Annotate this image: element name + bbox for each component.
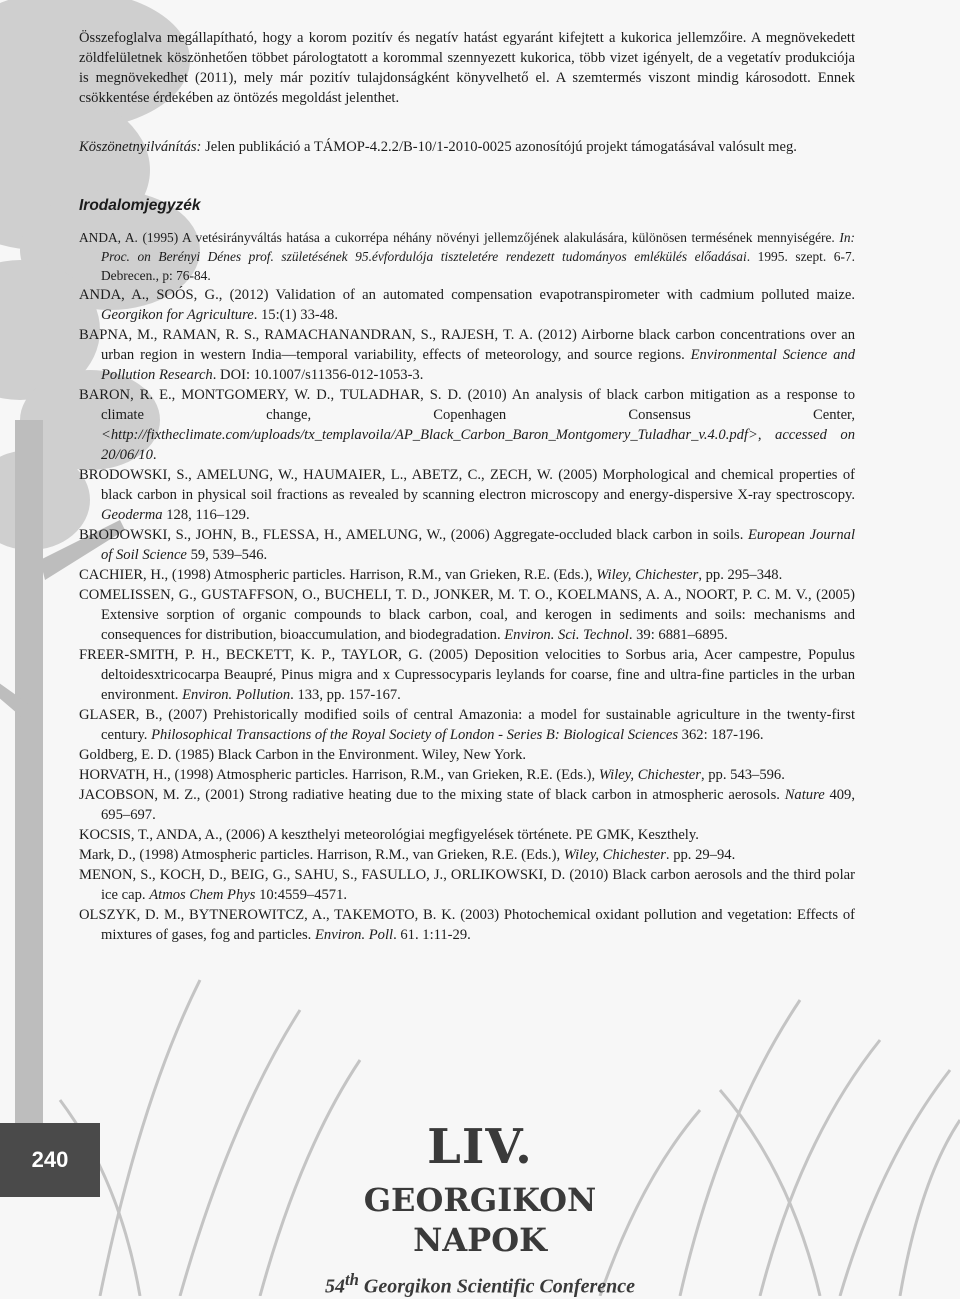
reference-source: Environ. Pollution bbox=[182, 687, 291, 703]
page-number: 240 bbox=[31, 1147, 69, 1172]
reference-text: HORVATH, H., (1998) Atmospheric particles. Harrison, R.M., van Grieken, R.E. (Eds.), bbox=[79, 767, 599, 783]
reference-source: Georgikon for Agriculture bbox=[101, 307, 254, 323]
reference-item bbox=[79, 465, 855, 525]
reference-item bbox=[79, 745, 855, 765]
page-number-box bbox=[0, 1123, 100, 1197]
reference-text: BRODOWSKI, S., AMELUNG, W., HAUMAIER, L., ABETZ, C., ZECH, W. (2005) Morphological and chemical properties of black carbon in physical soil fractions as revealed by scanning electron microscopy and energy-dispersive X-ray spectroscopy. bbox=[79, 467, 855, 503]
reference-item bbox=[79, 645, 855, 705]
reference-item bbox=[79, 565, 855, 585]
conference-subtitle bbox=[300, 1270, 660, 1299]
reference-details: , pp. 295–348. bbox=[698, 567, 783, 583]
references-heading: Irodalomjegyzék bbox=[79, 197, 201, 214]
reference-text: GLASER, B., (2007) Prehistorically modified soils of central Amazonia: a model for sustainable agriculture in the twenty-first century. bbox=[79, 707, 855, 743]
reference-details: . 39: 6881–6895. bbox=[628, 627, 728, 643]
conference-edition: 54 bbox=[325, 1275, 345, 1298]
reference-item bbox=[79, 765, 855, 785]
reference-item bbox=[79, 865, 855, 905]
acknowledgement-label: Köszönetnyilvánítás: bbox=[79, 139, 202, 155]
reference-text: JACOBSON, M. Z., (2001) Strong radiative heating due to the mixing state of black carbon in atmospheric aerosols. bbox=[79, 787, 785, 803]
reference-item bbox=[79, 228, 855, 285]
reference-details: . 133, pp. 157-167. bbox=[290, 687, 401, 703]
conference-roman-numeral: LIV. bbox=[427, 1119, 533, 1175]
reference-text: ANDA, A., SOÓS, G., (2012) Validation of an automated compensation evapotranspirometer with cadmium polluted maize. bbox=[79, 287, 855, 303]
reference-item bbox=[79, 845, 855, 865]
reference-details: . pp. 29–94. bbox=[665, 847, 736, 863]
reference-source: In: Proc. on Berényi Dénes prof. születésének 95.évfordulója tiszteletére rendezett tudományos emlékülés előadásai bbox=[101, 230, 855, 264]
reference-details: 409, 695–697. bbox=[101, 787, 856, 823]
reference-details: . bbox=[152, 447, 157, 463]
reference-source: Environ. Sci. Technol bbox=[504, 627, 629, 643]
reference-text: ANDA, A. (1995) A vetésirányváltás hatása a cukorrépa néhány növényi jellemzőjének alakulására, különösen termésének mennyiségére. bbox=[79, 230, 840, 245]
reference-text: KOCSIS, T., ANDA, A., (2006) A keszthelyi meteorológiai megfigyelések története. PE GMK, Keszthely. bbox=[79, 827, 699, 843]
reference-item bbox=[79, 585, 855, 645]
page-content bbox=[79, 28, 855, 945]
reference-source: Wiley, Chichester bbox=[563, 847, 666, 863]
reference-text: BRODOWSKI, S., JOHN, B., FLESSA, H., AMELUNG, W., (2006) Aggregate-occluded black carbon in soils. bbox=[79, 527, 748, 543]
reference-details: 128, 116–129. bbox=[162, 507, 250, 523]
reference-details: . 15:(1) 33-48. bbox=[253, 307, 338, 323]
reference-text: BARON, R. E., MONTGOMERY, W. D., TULADHAR, S. D. (2010) An analysis of black carbon mitigation as a response to climate change, Copenhagen Consensus Center, bbox=[79, 387, 855, 423]
reference-text: CACHIER, H., (1998) Atmospheric particles. Harrison, R.M., van Grieken, R.E. (Eds.), bbox=[79, 567, 597, 583]
reference-source: Geoderma bbox=[101, 507, 163, 523]
reference-text: COMELISSEN, G., GUSTAFFSON, O., BUCHELI, T. D., JONKER, M. T. O., KOELMANS, A. A., NOORT, P. C. M. V., (2005) Extensive sorption of organic compounds to black carbon, coal, and kerogen in sediments and soils: mechanisms and consequences for distribution, bioaccumulation, and biodegradation. bbox=[79, 587, 855, 643]
reference-details: 362: 187-196. bbox=[678, 727, 764, 743]
reference-details: . DOI: 10.1007/s11356-012-1053-3. bbox=[212, 367, 424, 383]
reference-source: Wiley, Chichester bbox=[598, 767, 701, 783]
summary-paragraph: Összefoglalva megállapítható, hogy a korom pozitív és negatív hatást egyaránt kifejtett a kukorica jellemzőire. A megnövekedett zöldfelületnek köszönhetően többet párologtatott a korommal szennyezett kukorica, több vizet igényelt, de a vegetatív produkciója is megnövekedhet (2011), mely már pozitív tulajdonságként könyvelhető el. A szemtermés viszont mindig károsodott. Ennek csökkentése érdekében az öntözés megoldást jelenthet. bbox=[79, 30, 855, 106]
reference-item bbox=[79, 325, 855, 385]
reference-source: European Journal of Soil Science bbox=[101, 527, 855, 563]
reference-source: Philosophical Transactions of the Royal Society of London - Series B: Biological Sciences bbox=[151, 727, 679, 743]
reference-source: Environmental Science and Pollution Research bbox=[101, 347, 855, 383]
reference-source: <http://fixtheclimate.com/uploads/tx_templavoila/AP_Black_Carbon_Baron_Montgomery_Tuladhar_v.4.0.pdf>, accessed on 20/06/10 bbox=[101, 427, 855, 463]
conference-title: GEORGIKON NAPOK bbox=[363, 1181, 597, 1259]
conference-edition-suffix: th bbox=[345, 1270, 359, 1289]
reference-item bbox=[79, 285, 855, 325]
reference-list bbox=[79, 228, 855, 945]
reference-item bbox=[79, 825, 855, 845]
reference-source: Nature bbox=[784, 787, 825, 803]
reference-source: Atmos Chem Phys bbox=[149, 887, 256, 903]
reference-item bbox=[79, 905, 855, 945]
reference-text: FREER-SMITH, P. H., BECKETT, K. P., TAYLOR, G. (2005) Deposition velocities to Sorbus aria, Acer campestre, Populus deltoidesxtricocarpa Beaupré, Pinus migra and x Cupressocyparis leylands for coarse, fine and ultra-fine particles in the urban environment. bbox=[79, 647, 855, 703]
reference-text: Mark, D., (1998) Atmospheric particles. Harrison, R.M., van Grieken, R.E. (Eds.), bbox=[79, 847, 564, 863]
reference-details: . 61. 1:11-29. bbox=[393, 927, 471, 943]
reference-details: , pp. 543–596. bbox=[700, 767, 785, 783]
conference-logo bbox=[300, 1118, 660, 1299]
conference-name: Georgikon Scientific Conference bbox=[358, 1275, 635, 1298]
reference-item bbox=[79, 385, 855, 465]
reference-item bbox=[79, 705, 855, 745]
reference-item bbox=[79, 785, 855, 825]
reference-details: 59, 539–546. bbox=[186, 547, 268, 563]
reference-text: MENON, S., KOCH, D., BEIG, G., SAHU, S., FASULLO, J., ORLIKOWSKI, D. (2010) Black carbon aerosols and the third polar ice cap. bbox=[79, 867, 855, 903]
reference-source: Wiley, Chichester bbox=[596, 567, 699, 583]
acknowledgement-text: Jelen publikáció a TÁMOP-4.2.2/B-10/1-2010-0025 azonosítójú projekt támogatásával valósult meg. bbox=[201, 139, 797, 155]
reference-source: Environ. Poll bbox=[314, 927, 394, 943]
reference-text: OLSZYK, D. M., BYTNEROWITCZ, A., TAKEMOTO, B. K. (2003) Photochemical oxidant pollution and vegetation: Effects of mixtures of gases, fog and particles. bbox=[79, 907, 855, 943]
reference-text: BAPNA, M., RAMAN, R. S., RAMACHANANDRAN, S., RAJESH, T. A. (2012) Airborne black carbon concentrations over an urban region in western India—temporal variability, effects of meteorology, and source regions. bbox=[79, 327, 855, 363]
reference-details: . 1995. szept. 6-7. Debrecen., p: 76-84. bbox=[101, 249, 855, 283]
reference-details: 10:4559–4571. bbox=[255, 887, 348, 903]
acknowledgement bbox=[79, 137, 855, 157]
reference-item bbox=[79, 525, 855, 565]
reference-text: Goldberg, E. D. (1985) Black Carbon in the Environment. Wiley, New York. bbox=[79, 747, 527, 763]
